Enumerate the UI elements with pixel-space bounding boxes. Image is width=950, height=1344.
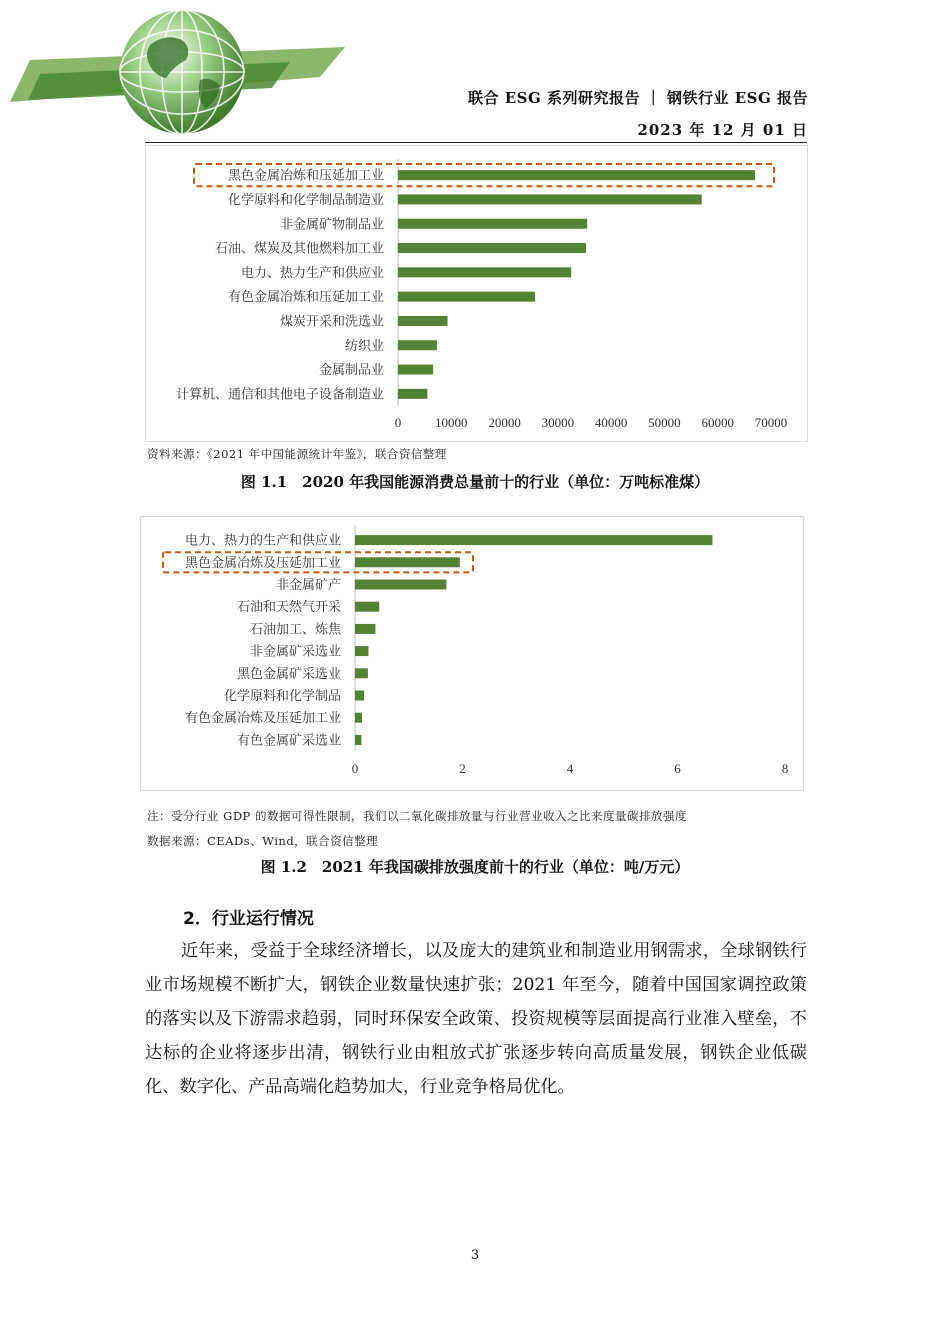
header-rule — [145, 142, 807, 143]
category-label: 黑色金属冶炼和压延加工业 — [227, 168, 384, 184]
category-label: 计算机、通信和其他电子设备制造业 — [175, 387, 384, 403]
bar — [398, 219, 587, 229]
figure2-caption: 图 1.2 2021 年我国碳排放强度前十的行业（单位：吨/万元） — [260, 858, 690, 876]
category-label: 有色金属冶炼及压延加工业 — [184, 711, 341, 727]
carbon-intensity-chart-svg — [141, 517, 803, 790]
energy-consumption-chart — [145, 145, 808, 442]
figure2-note: 注：受分行业 GDP 的数据可得性限制，我们以二氧化碳排放量与行业营业收入之比来度量碳排放强度 — [147, 809, 687, 823]
category-label: 黑色金属矿采选业 — [236, 666, 341, 682]
category-label: 金属制品业 — [318, 363, 384, 379]
bar — [398, 292, 535, 302]
x-tick-label: 50000 — [648, 415, 681, 430]
category-label: 电力、热力的生产和供应业 — [184, 533, 341, 549]
category-label: 非金属矿物制品业 — [279, 217, 384, 233]
category-label: 非金属矿采选业 — [249, 644, 341, 660]
bar — [355, 691, 364, 701]
x-tick-label: 0 — [394, 415, 402, 430]
section-paragraph: 近年来，受益于全球经济增长，以及庞大的建筑业和制造业用钢需求，全球钢铁行业市场规模不断扩大，钢铁企业数量快速扩张；2021 年至今，随着中国国家调控政策的落实以及下游需求趋弱，同时环保安全政策、投资规模等层面提高行业准入壁垒，不达标的企业将逐步出清，钢铁行业由粗放式扩张逐步转向高质量发展，钢铁企业低碳化、数字化、产品高端化趋势加大，行业竞争格局优化。 — [145, 941, 807, 1097]
category-label: 石油加工、炼焦 — [249, 622, 341, 638]
x-tick-label: 6 — [674, 761, 681, 776]
figure1-source: 资料来源：《2021 年中国能源统计年鉴》，联合资信整理 — [147, 447, 447, 461]
section-heading: 2．行业运行情况 — [183, 909, 314, 929]
figure1-caption: 图 1.1 2020 年我国能源消费总量前十的行业（单位：万吨标准煤） — [240, 473, 710, 491]
bar — [355, 602, 379, 612]
report-header-title: 联合 ESG 系列研究报告 ｜ 钢铁行业 ESG 报告 — [468, 89, 808, 107]
category-label: 化学原料和化学制品制造业 — [227, 192, 384, 208]
x-tick-label: 8 — [781, 761, 789, 776]
x-tick-label: 10000 — [435, 415, 468, 430]
bar — [398, 365, 433, 375]
bar — [355, 624, 375, 634]
bar — [355, 735, 361, 745]
x-tick-label: 40000 — [594, 415, 628, 430]
category-label: 电力、热力生产和供应业 — [240, 265, 384, 281]
bar — [398, 316, 448, 326]
carbon-intensity-chart — [140, 516, 804, 791]
category-label: 有色金属冶炼和压延加工业 — [227, 290, 384, 306]
x-tick-label: 60000 — [701, 415, 734, 430]
x-tick-label: 2 — [459, 761, 466, 776]
bar — [355, 580, 446, 590]
bar — [398, 170, 755, 180]
category-label: 纺织业 — [344, 338, 384, 354]
category-label: 黑色金属冶炼及压延加工业 — [184, 555, 341, 571]
category-label: 煤炭开采和洗选业 — [279, 314, 384, 330]
bar — [398, 340, 437, 350]
bar — [398, 389, 427, 399]
page-number: 3 — [470, 1248, 480, 1263]
energy-consumption-chart-svg — [146, 146, 807, 441]
x-tick-label: 20000 — [488, 415, 521, 430]
x-tick-label: 0 — [351, 761, 359, 776]
bar — [355, 557, 460, 567]
bar — [355, 535, 712, 545]
bar — [398, 267, 571, 277]
x-tick-label: 30000 — [541, 415, 575, 430]
x-tick-label: 70000 — [754, 415, 788, 430]
category-label: 化学原料和化学制品 — [223, 689, 341, 704]
category-label: 石油、煤炭及其他燃料加工业 — [214, 241, 384, 257]
x-tick-label: 4 — [566, 761, 574, 776]
report-header-date: 2023 年 12 月 01 日 — [637, 121, 808, 139]
bar — [355, 668, 368, 678]
figure2-source: 数据来源：CEADs、Wind，联合资信整理 — [147, 834, 379, 848]
category-label: 石油和天然气开采 — [236, 600, 341, 616]
bar — [355, 713, 362, 723]
bar — [398, 194, 702, 204]
bar — [355, 646, 368, 656]
company-logo — [0, 0, 350, 140]
category-label: 有色金属矿采选业 — [236, 733, 341, 749]
bar — [398, 243, 586, 253]
category-label: 非金属矿产 — [275, 578, 341, 593]
